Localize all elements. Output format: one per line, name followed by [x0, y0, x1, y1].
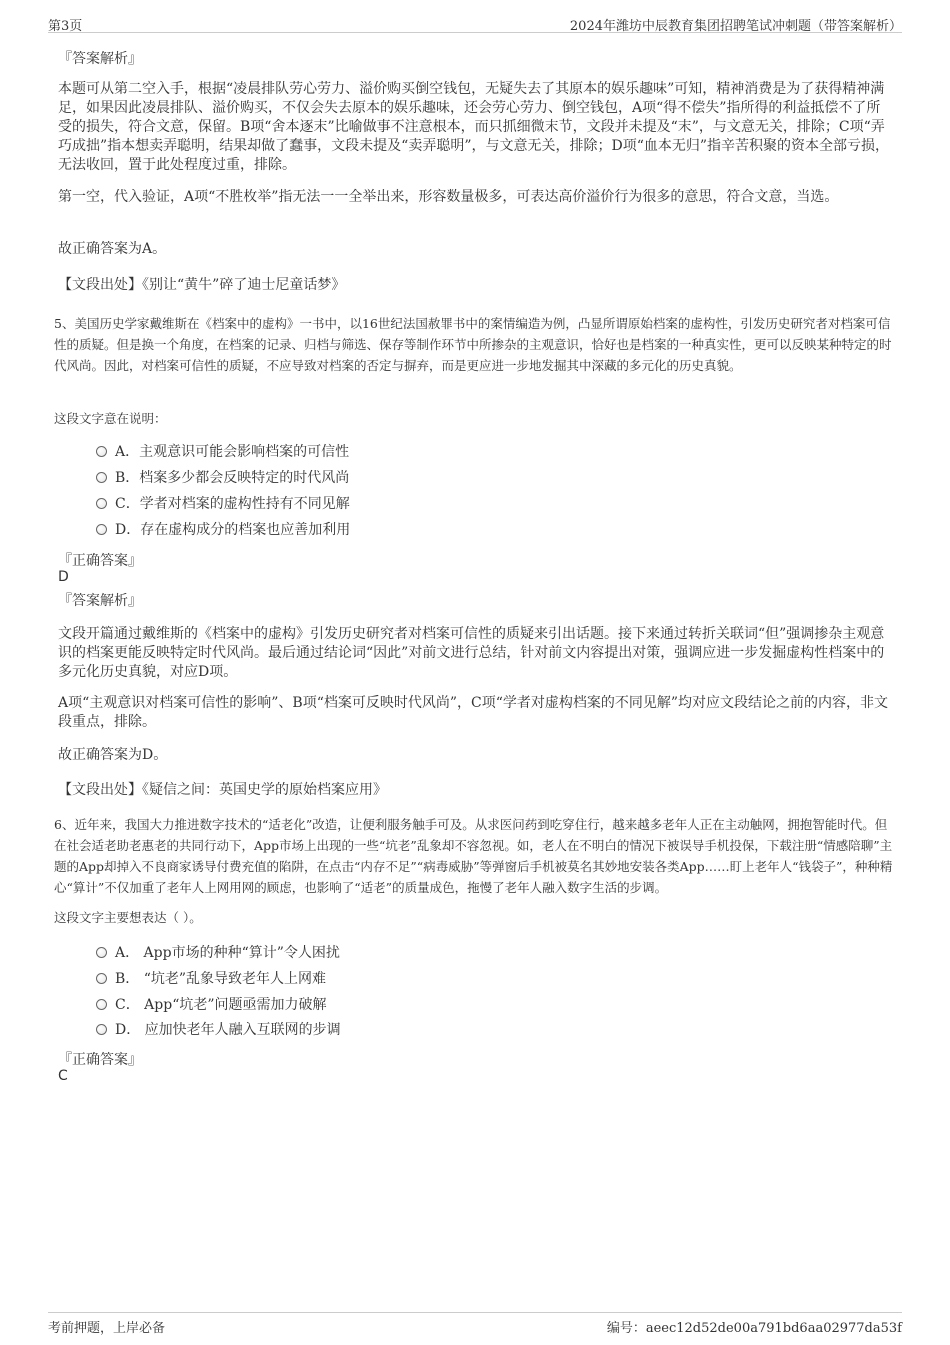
- radio-icon[interactable]: [96, 973, 107, 984]
- option-label: A． App市场的种种“算计”令人困扰: [115, 945, 340, 961]
- q6-stem: 6、近年来，我国大力推进数字技术的“适老化”改造，让便利服务触手可及。从求医问药到吃穿住行，越来越多老年人正在主动触网，拥抱智能时代。但在社会适老助老惠老的共同行动下，App市场上出现的一些“坑老”乱象却不容忽视。如，老人在不明白的情况下被误导手机投保，下载注册“情感陪聊”主题的App却掉入不良商家诱导付费充值的陷阱，在点击“内存不足”“病毒威胁”等弹窗后手机被莫名其妙地安装各类App……盯上老年人“钱袋子”，种种精心“算计”不仅加重了老年人上网用网的顾虑，也影响了“适老”的质量成色，拖慢了老年人融入数字生活的步调。: [54, 817, 893, 895]
- q4-source: 【文段出处】《别让“黄牛”碎了迪士尼童话梦》: [58, 277, 346, 293]
- q5-analysis-label: 『答案解析』: [58, 593, 142, 609]
- q4-analysis-paragraph-1: 本题可从第二空入手，根据“凌晨排队劳心劳力、溢价购买倒空钱包，无疑失去了其原本的娱乐趣味”可知，精神消费是为了获得精神满足，如果因此凌晨排队、溢价购买，不仅会失去原本的娱乐趣味，还会劳心劳力、倒空钱包，A项“得不偿失”指所得的利益抵偿不了所受的损失，符合文意，保留。B项“舍本逐末”比喻做事不注意根本，而只抓细微末节，文段并未提及“末”，与文意无关，排除；C项“弄巧成拙”指本想卖弄聪明，结果却做了蠢事，文段未提及“卖弄聪明”，与文意无关，排除；D项“血本无归”指辛苦积聚的资本全部亏损，无法收回，置于此处程度过重，排除。: [58, 81, 890, 173]
- page-footer: [48, 1312, 902, 1336]
- q5-option-c[interactable]: [96, 493, 350, 515]
- q5-conclusion: 故正确答案为D。: [58, 747, 168, 763]
- q6-option-d[interactable]: [96, 1019, 341, 1041]
- radio-icon[interactable]: [96, 472, 107, 483]
- q5-option-a[interactable]: [96, 441, 349, 463]
- q6-prompt: 这段文字主要想表达（ ）。: [54, 910, 202, 925]
- q4-analysis-paragraph-2: 第一空，代入验证，A项“不胜枚举”指无法一一全举出来，形容数量极多，可表达高价溢价行为很多的意思，符合文意，当选。: [58, 189, 839, 205]
- radio-icon[interactable]: [96, 1024, 107, 1035]
- q6-option-c[interactable]: [96, 994, 327, 1016]
- document-id: 编号：aeec12d52de00a791bd6aa02977da53f: [606, 1321, 902, 1336]
- option-label: A．主观意识可能会影响档案的可信性: [115, 444, 350, 460]
- q6-option-a[interactable]: [96, 942, 340, 964]
- option-label: B． “坑老”乱象导致老年人上网难: [115, 971, 327, 987]
- radio-icon[interactable]: [96, 498, 107, 509]
- q5-prompt: 这段文字意在说明：: [54, 411, 167, 426]
- q5-answer-label: 『正确答案』: [58, 553, 142, 569]
- q5-option-d[interactable]: [96, 519, 350, 541]
- option-label: C． App“坑老”问题亟需加力破解: [115, 997, 327, 1013]
- option-label: D．存在虚构成分的档案也应善加利用: [115, 522, 351, 538]
- page-number: 第3页: [48, 19, 83, 34]
- option-label: B．档案多少都会反映特定的时代风尚: [115, 470, 350, 486]
- q5-analysis-paragraph-2: A项“主观意识对档案可信性的影响”、B项“档案可反映时代风尚”，C项“学者对虚构档案的不同见解”均对应文段结论之前的内容，非文段重点，排除。: [58, 695, 889, 730]
- q6-answer-label: 『正确答案』: [58, 1052, 142, 1068]
- q5-analysis-paragraph-1: 文段开篇通过戴维斯的《档案中的虚构》引发历史研究者对档案可信性的质疑来引出话题。接下来通过转折关联词“但”强调掺杂主观意识的档案更能反映特定时代风尚。最后通过结论词“因此”对前文进行总结，针对前文内容提出对策，强调应进一步发掘虚构性档案中的多元化历史真貌，对应D项。: [58, 626, 885, 680]
- q5-answer: D: [58, 569, 69, 585]
- radio-icon[interactable]: [96, 524, 107, 535]
- option-label: C．学者对档案的虚构性持有不同见解: [115, 496, 350, 512]
- q4-analysis-label: 『答案解析』: [58, 51, 142, 67]
- document-title: 2024年潍坊中辰教育集团招聘笔试冲刺题（带答案解析）: [569, 19, 902, 34]
- q4-conclusion: 故正确答案为A。: [58, 241, 167, 257]
- option-label: D． 应加快老年人融入互联网的步调: [115, 1022, 341, 1038]
- footer-slogan: 考前押题，上岸必备: [48, 1321, 166, 1336]
- q5-stem: 5、美国历史学家戴维斯在《档案中的虚构》一书中，以16世纪法国赦罪书中的案情编造为例，凸显所谓原始档案的虚构性，引发历史研究者对档案可信性的质疑。但是换一个角度，在档案的记录、归档与筛选、保存等制作环节中所掺杂的主观意识，恰好也是档案的一种真实性，更可以反映某种特定的时代风尚。因此，对档案可信性的质疑，不应导致对档案的否定与摒弃，而是更应进一步地发掘其中深藏的多元化的历史真貌。: [54, 316, 892, 373]
- page-header: [48, 12, 902, 33]
- q6-option-b[interactable]: [96, 968, 326, 990]
- q6-answer: C: [58, 1068, 68, 1084]
- radio-icon[interactable]: [96, 446, 107, 457]
- radio-icon[interactable]: [96, 999, 107, 1010]
- q5-option-b[interactable]: [96, 467, 349, 489]
- radio-icon[interactable]: [96, 947, 107, 958]
- q5-source: 【文段出处】《疑信之间：英国史学的原始档案应用》: [58, 782, 387, 798]
